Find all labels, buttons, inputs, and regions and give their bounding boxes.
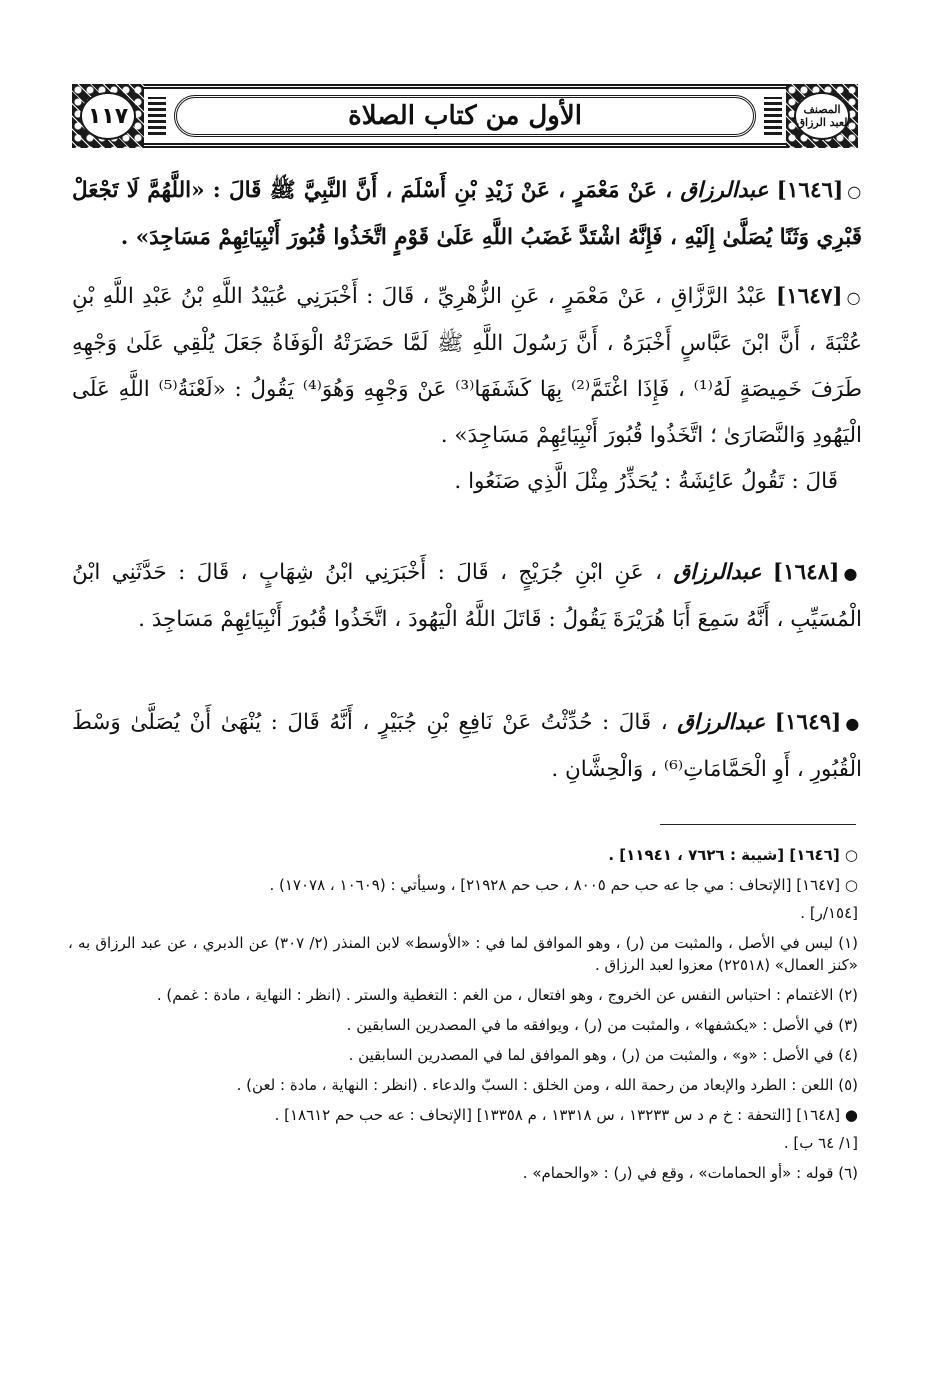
page-header xyxy=(72,84,858,148)
ornament xyxy=(148,97,166,135)
hadith-text: ، عَنْ مَعْمَرٍ ، عَنِ الزُّهْرِيِّ ، قَالَ : أَخْبَرَنِي عُبَيْدُ اللَّهِ بْنُ عَبْدِ اللَّهِ بْنِ عُتْبَةَ ، أَنَّ ابْنَ عَبَّاسٍ أَخْبَرَهُ ، أَنَّ رَسُولَ اللَّهِ ﷺ لَمَّا حَضَرَتْهُ الْوَفَاةُ جَعَلَ يُلْقِي عَلَىٰ وَجْهِهِ طَرَفَ خَمِيصَةٍ لَهُ⁽¹⁾ ، فَإِذَا اغْتَمَّ⁽²⁾ بِهَا كَشَفَهَا⁽³⁾ عَنْ وَجْهِهِ وَهُوَ⁽⁴⁾ يَقُولُ : «لَعْنَةُ⁽⁵⁾ اللَّهِ عَلَى الْيَهُودِ وَالنَّصَارَىٰ ؛ اتَّخَذُوا قُبُورَ أَنْبِيَائِهِمْ مَسَاجِدَ» . xyxy=(72,284,862,448)
hadith-1646 xyxy=(72,168,862,261)
footnote-1: (١) ليس في الأصل ، والمثبت من (ر) ، وهو الموافق لما في : «الأوسط» لابن المنذر (٢/ ٣٠٧) عن الدبري ، عن عبد الرزاق به ، «كنز العمال» (٢٢٥١٨) معزوا لعبد الرزاق . xyxy=(68,934,858,974)
footnote-1648-sources: ● [١٦٤٨] [التحفة : خ م د س ١٣٢٣٣ ، س ١٣٣١٨ ، م ١٣٣٥٨] [الإتحاف : عه حب حم ١٨٦١٢] . xyxy=(274,1106,858,1124)
footnote-manuscript-ref: [١/ ٦٤ ب] . xyxy=(783,1134,858,1152)
book-logo-ornament xyxy=(786,84,858,148)
page-number: ١١٧ xyxy=(87,103,129,129)
hadith-1648 xyxy=(72,550,862,643)
hadith-text: ، عَنْ مَعْمَرٍ ، عَنْ زَيْدِ بْنِ أَسْلَمَ ، أَنَّ النَّبِيَّ ﷺ قَالَ : «اللَّهُمَّ لَا تَجْعَلْ قَبْرِي وَثَنًا يُصَلَّىٰ إِلَيْهِ ، فَإِنَّهُ اشْتَدَّ غَضَبُ اللَّهِ عَلَىٰ قَوْمٍ اتَّخَذُوا قُبُورَ أَنْبِيَائِهِمْ مَسَاجِدَ» . xyxy=(72,178,862,250)
hadith-number: [١٦٤٦] xyxy=(776,178,844,203)
hadith-text: ، عَنِ ابْنِ جُرَيْجٍ ، قَالَ : أَخْبَرَنِي ابْنُ شِهَابٍ ، قَالَ : حَدَّثَنِي ابْنُ الْمُسَيِّبِ ، أَنَّهُ سَمِعَ أَبَا هُرَيْرَةَ يَقُولُ : قَاتَلَ اللَّهُ الْيَهُودَ ، اتَّخَذُوا قُبُورَ أَنْبِيَائِهِمْ مَسَاجِدَ . xyxy=(72,560,862,632)
narrator-name: عبدالرزاق xyxy=(677,710,766,735)
hollow-circle-marker: ○ xyxy=(847,182,862,201)
page-number-ornament xyxy=(72,84,144,148)
footnote-2: (٢) الاغتمام : احتباس النفس عن الخروج ، وهو افتعال ، من الغم : التغطية والستر . (انظر : النهاية ، مادة : غمم) . xyxy=(156,986,858,1004)
ornament xyxy=(764,97,782,135)
hadith-1647 xyxy=(72,274,862,505)
footnotes xyxy=(68,844,858,1184)
narrator-name: عبدالرزاق xyxy=(673,560,762,585)
footnote-1647-sources: ○ [١٦٤٧] [الإتحاف : مي جا عه حب حم ٨٠٠٥ ، حب حم ٢١٩٢٨] ، وسيأتي : (١٠٦٠٩ ، ١٧٠٧٨) . xyxy=(269,876,858,894)
footnote-6: (٦) قوله : «أو الحمامات» ، وقع في (ر) : «والحمام» . xyxy=(522,1164,858,1182)
hadith-1649 xyxy=(72,700,862,793)
footnote-3: (٣) في الأصل : «يكشفها» ، والمثبت من (ر) ، ويوافقه ما في المصدرين السابقين . xyxy=(346,1016,858,1034)
book-logo: المصنف لعبد الرزاق xyxy=(796,103,848,129)
hadith-text: ، قَالَ : حُدِّثْتُ عَنْ نَافِعِ بْنِ جُبَيْرٍ ، أَنَّهُ قَالَ : يُنْهَىٰ أَنْ يُصَلَّىٰ وَسْطَ الْقُبُورِ ، أَوِ الْحَمَّامَاتِ⁽⁶⁾ ، وَالْحِشَّانِ . xyxy=(72,710,862,782)
narrator-name: عَبْدُ الرَّزَّاقِ xyxy=(670,284,768,309)
hadith-number: [١٦٤٨] xyxy=(772,560,840,585)
narrator-name: عبدالرزاق xyxy=(680,178,769,203)
header-band xyxy=(144,84,786,148)
running-title: الأول من كتاب الصلاة xyxy=(174,95,756,137)
filled-circle-marker: ● xyxy=(845,714,863,733)
footnote-5: (٥) اللعن : الطرد والإبعاد من رحمة الله ، ومن الخلق : السبّ والدعاء . (انظر : النهاية ، مادة : لعن) . xyxy=(236,1076,858,1094)
hadith-number: [١٦٤٩] xyxy=(774,710,842,735)
footnote-4: (٤) في الأصل : «و» ، والمثبت من (ر) ، وهو الموافق لما في المصدرين السابقين . xyxy=(348,1046,858,1064)
footnote-manuscript-ref: [١٥٤/ر] . xyxy=(800,904,858,922)
filled-circle-marker: ● xyxy=(843,564,862,583)
hollow-circle-marker: ○ xyxy=(846,288,862,307)
footnote-1646-sources: ○ [١٦٤٦] [شيبة : ٧٦٢٦ ، ١١٩٤١] . xyxy=(608,846,858,864)
footnote-divider xyxy=(660,824,856,825)
aisha-remark: قَالَ : تَقُولُ عَائِشَةُ : يُحَذِّرُ مِثْلَ الَّذِي صَنَعُوا . xyxy=(454,469,838,494)
hadith-number: [١٦٤٧] xyxy=(776,284,843,309)
